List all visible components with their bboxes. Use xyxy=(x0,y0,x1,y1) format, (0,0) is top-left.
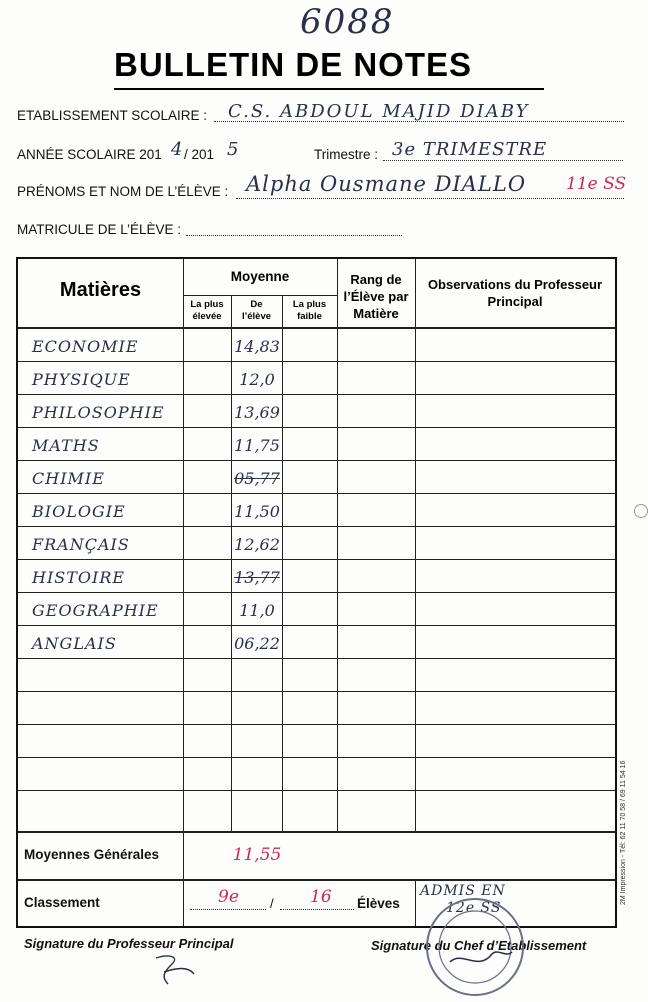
row-line xyxy=(18,724,615,725)
subject-name: PHILOSOPHIE xyxy=(32,403,165,422)
student-grade: 05,77 xyxy=(234,469,280,488)
row-line xyxy=(18,394,615,395)
header-average: Moyenne xyxy=(230,269,290,284)
general-average-label: Moyennes Générales xyxy=(24,847,160,862)
title-underline xyxy=(114,88,544,90)
teacher-signature-scribble xyxy=(150,950,200,990)
grades-table xyxy=(16,257,617,928)
header-student-line2: l’élève xyxy=(241,311,272,322)
decision-line1: ADMIS EN xyxy=(420,883,506,899)
school-label: ETABLISSEMENT SCOLAIRE : xyxy=(17,108,208,123)
ranking-total-dots xyxy=(280,909,354,910)
matricule-label: MATRICULE DE L’ÉLÈVE : xyxy=(17,222,182,237)
row-line xyxy=(18,625,615,626)
student-grade: 13,69 xyxy=(234,403,280,422)
subject-name: ECONOMIE xyxy=(32,337,139,356)
year-separator: / 201 xyxy=(184,147,215,162)
header-subjects: Matières xyxy=(59,279,142,301)
printer-note: 2M Impression - Tél: 62 11 70 58 / 69 11 54 16 xyxy=(620,760,627,905)
page-title: BULLETIN DE NOTES xyxy=(114,46,473,83)
row-line xyxy=(18,879,615,881)
header-subdivider xyxy=(183,295,337,296)
row-line xyxy=(18,427,615,428)
student-grade: 13,77 xyxy=(234,568,280,587)
header-lowest-line2: faible xyxy=(297,311,322,322)
year-value-end: 5 xyxy=(227,139,239,160)
row-line xyxy=(18,592,615,593)
row-line xyxy=(18,658,615,659)
subject-name: FRANÇAIS xyxy=(32,535,130,554)
header-observations-line2: Principal xyxy=(487,294,543,309)
col-divider xyxy=(337,259,338,831)
subject-name: ANGLAIS xyxy=(32,634,117,653)
ranking-suffix: Élèves xyxy=(357,896,400,911)
teacher-signature-label: Signature du Professeur Principal xyxy=(24,936,234,951)
term-dotted-line xyxy=(383,160,623,161)
row-line xyxy=(18,460,615,461)
row-line xyxy=(18,691,615,692)
header-lowest xyxy=(282,299,337,323)
row-line xyxy=(18,790,615,791)
header-student-grade xyxy=(231,299,282,323)
year-value-start: 4 xyxy=(171,139,183,160)
ranking-position: 9e xyxy=(218,887,239,907)
ranking-total: 16 xyxy=(310,887,332,907)
student-grade: 06,22 xyxy=(234,634,280,653)
term-label: Trimestre : xyxy=(314,147,378,162)
general-average-value: 11,55 xyxy=(232,845,282,865)
row-line xyxy=(18,526,615,527)
decision-line2: 12e SS xyxy=(446,900,502,916)
student-dotted-line xyxy=(236,198,624,199)
row-line xyxy=(18,361,615,362)
student-grade: 12,0 xyxy=(239,370,275,389)
header-student-line1: De xyxy=(250,299,263,310)
subject-name: MATHS xyxy=(32,436,100,455)
header-observations-line1: Observations du Professeur xyxy=(427,277,603,292)
header-observations xyxy=(415,276,615,310)
student-grade: 14,83 xyxy=(234,337,280,356)
header-rank xyxy=(337,271,415,322)
header-lowest-line1: La plus xyxy=(292,299,327,310)
student-grade: 12,62 xyxy=(234,535,280,554)
matricule-dotted-line xyxy=(186,235,402,236)
subject-name: CHIMIE xyxy=(32,469,105,488)
row-line xyxy=(18,559,615,560)
col-divider xyxy=(415,259,416,831)
col-divider xyxy=(282,295,283,831)
student-class: 11e SS xyxy=(566,174,627,194)
ranking-position-dots xyxy=(190,909,266,910)
col-divider xyxy=(415,879,416,926)
binder-hole xyxy=(634,504,648,518)
student-label: PRÉNOMS ET NOM DE L’ÉLÈVE : xyxy=(17,184,229,199)
student-grade: 11,0 xyxy=(239,601,275,620)
header-highest-line2: élevée xyxy=(192,311,222,322)
row-line xyxy=(18,757,615,758)
subject-name: BIOLOGIE xyxy=(32,502,126,521)
subject-name: PHYSIQUE xyxy=(32,370,131,389)
student-grade: 11,50 xyxy=(234,502,280,521)
ranking-label: Classement xyxy=(24,895,100,910)
header-rank-line3: Matière xyxy=(353,306,399,321)
subject-name: GEOGRAPHIE xyxy=(32,601,159,620)
header-highest xyxy=(183,299,231,323)
row-line xyxy=(18,493,615,494)
year-label: ANNÉE SCOLAIRE 201 xyxy=(17,147,162,162)
term-value: 3e TRIMESTRE xyxy=(392,139,548,160)
head-signature-label: Signature du Chef d’Etablissement xyxy=(371,938,587,953)
header-rank-line2: l’Élève par xyxy=(343,289,409,304)
header-highest-line1: La plus xyxy=(190,299,224,310)
school-value: C.S. ABDOUL MAJID DIABY xyxy=(228,101,530,122)
student-grade: 11,75 xyxy=(234,436,280,455)
subject-name: HISTOIRE xyxy=(32,568,126,587)
student-value: Alpha Ousmane DIALLO xyxy=(246,172,527,196)
ranking-separator: / xyxy=(270,896,274,911)
school-stamp xyxy=(420,892,530,1002)
header-rank-line1: Rang de xyxy=(350,272,402,287)
row-line xyxy=(18,831,615,833)
header-bottom-line xyxy=(18,327,615,329)
document-number: 6088 xyxy=(300,2,395,42)
